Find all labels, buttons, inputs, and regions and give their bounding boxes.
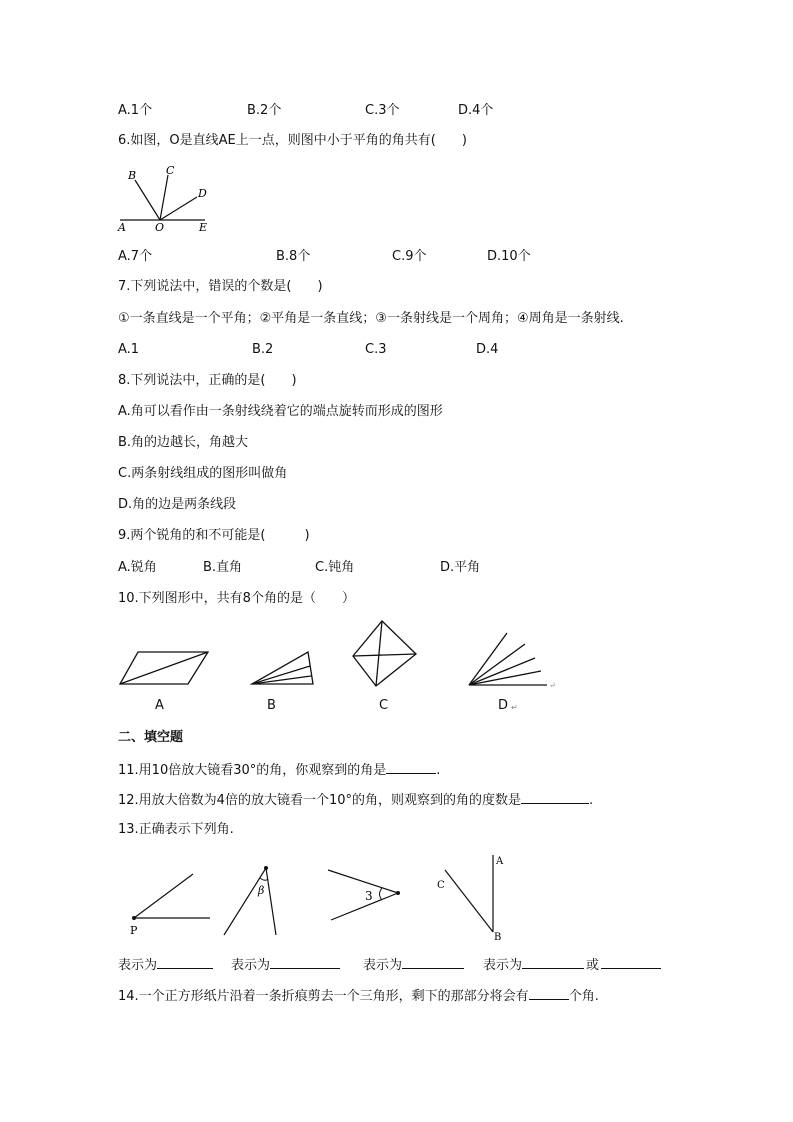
q6-option-b: B.8个 bbox=[276, 249, 311, 264]
q10-stem: 10.下列图形中，共有8个角的是（ ） bbox=[118, 591, 355, 606]
q13-answer-label: 表示为 bbox=[118, 958, 158, 973]
q13-label-p: P bbox=[130, 924, 138, 937]
q13-figure-4 bbox=[435, 850, 515, 942]
return-mark-icon: ↵ bbox=[511, 703, 518, 712]
q6-label-c: C bbox=[166, 164, 175, 177]
q6-label-o: O bbox=[155, 221, 165, 234]
q5-option-c: C.3个 bbox=[365, 103, 400, 118]
q7-option-b: B.2 bbox=[252, 342, 274, 357]
q14 bbox=[118, 987, 599, 1005]
q8-option-c: C.两条射线组成的图形叫做角 bbox=[118, 466, 288, 481]
q10-figure-d bbox=[465, 630, 560, 690]
q13-answer-label: 表示为 bbox=[231, 958, 271, 973]
q10-label-b: B bbox=[267, 698, 276, 713]
q5-option-a: A.1个 bbox=[118, 103, 153, 118]
q6-figure bbox=[115, 160, 215, 235]
q13-label-c: C bbox=[437, 880, 445, 891]
q13-figure-3 bbox=[325, 865, 410, 925]
q7-option-d: D.4 bbox=[476, 342, 499, 357]
q9-option-c: C.钝角 bbox=[315, 560, 355, 575]
q12-answer-blank[interactable] bbox=[521, 791, 589, 804]
q6-option-d: D.10个 bbox=[487, 249, 531, 264]
q6-label-b: B bbox=[128, 169, 137, 182]
q7-option-a: A.1 bbox=[118, 342, 140, 357]
q7-statements: ①一条直线是一个平角；②平角是一条直线；③一条射线是一个周角；④周角是一条射线. bbox=[118, 311, 624, 326]
q13-answer-3 bbox=[363, 956, 464, 974]
q6-label-e: E bbox=[199, 221, 208, 234]
q9-option-a: A.锐角 bbox=[118, 560, 157, 575]
q13-answer-blank-1[interactable] bbox=[157, 956, 213, 969]
q10-label-d: D bbox=[498, 698, 509, 713]
q13-answer-1 bbox=[118, 956, 213, 974]
q5-option-b: B.2个 bbox=[247, 103, 282, 118]
q13-label-a: A bbox=[496, 856, 504, 867]
return-mark-icon: ↵ bbox=[549, 681, 556, 690]
q14-end: 个角. bbox=[568, 989, 599, 1004]
q6-stem: 6.如图，O是直线AE上一点，则图中小于平角的角共有( ) bbox=[118, 133, 467, 148]
q11-answer-blank[interactable] bbox=[386, 761, 436, 774]
q7-stem: 7.下列说法中，错误的个数是( ) bbox=[118, 279, 323, 294]
q10-label-a: A bbox=[155, 698, 164, 713]
q8-stem: 8.下列说法中，正确的是( ) bbox=[118, 373, 297, 388]
q12-text: 12.用放大倍数为4倍的放大镜看一个10°的角，则观察到的角的度数是 bbox=[118, 793, 521, 808]
q13-label-3: 3 bbox=[365, 889, 373, 903]
q13-answer-blank-4[interactable] bbox=[522, 956, 584, 969]
q13-answer-blank-2[interactable] bbox=[270, 956, 340, 969]
q13-answer-blank-5[interactable] bbox=[601, 956, 661, 969]
q12 bbox=[118, 791, 593, 809]
q5-option-d: D.4个 bbox=[458, 103, 494, 118]
q10-label-c: C bbox=[379, 698, 389, 713]
q9-option-d: D.平角 bbox=[440, 560, 481, 575]
q6-option-c: C.9个 bbox=[392, 249, 427, 264]
q8-option-d: D.角的边是两条线段 bbox=[118, 497, 237, 512]
q11-text: 11.用10倍放大镜看30°的角，你观察到的角是 bbox=[118, 763, 387, 778]
section-title: 二、填空题 bbox=[118, 730, 184, 745]
q13-stem: 13.正确表示下列角. bbox=[118, 822, 234, 837]
q8-option-a: A.角可以看作由一条射线绕着它的端点旋转而形成的图形 bbox=[118, 404, 443, 419]
q9-option-b: B.直角 bbox=[203, 560, 243, 575]
q13-label-b: B bbox=[494, 932, 502, 943]
q13-answer-label: 表示为 bbox=[363, 958, 403, 973]
q6-option-a: A.7个 bbox=[118, 249, 153, 264]
q13-answer-4 bbox=[483, 956, 661, 974]
q13-answer-2 bbox=[231, 956, 340, 974]
q9-stem: 9.两个锐角的和不可能是( ) bbox=[118, 528, 310, 543]
q11-end: . bbox=[436, 763, 441, 778]
q13-answer-label: 表示为 bbox=[483, 958, 523, 973]
q13-answer-blank-3[interactable] bbox=[402, 956, 464, 969]
q13-or: 或 bbox=[586, 958, 600, 973]
q13-label-beta: β bbox=[258, 884, 265, 897]
q14-text: 14.一个正方形纸片沿着一条折痕剪去一个三角形，剩下的那部分将会有 bbox=[118, 989, 529, 1004]
q10-figure-c bbox=[350, 618, 420, 690]
q11 bbox=[118, 761, 440, 779]
q13-figure-1 bbox=[125, 870, 220, 940]
q8-option-b: B.角的边越长，角越大 bbox=[118, 435, 249, 450]
q10-figure-b bbox=[248, 648, 318, 688]
q6-label-d: D bbox=[198, 187, 207, 200]
q7-option-c: C.3 bbox=[365, 342, 387, 357]
q10-figure-a bbox=[118, 648, 213, 688]
q14-answer-blank[interactable] bbox=[529, 987, 569, 1000]
q13-figure-2 bbox=[218, 860, 283, 940]
q6-label-a: A bbox=[118, 221, 126, 234]
q12-end: . bbox=[589, 793, 594, 808]
